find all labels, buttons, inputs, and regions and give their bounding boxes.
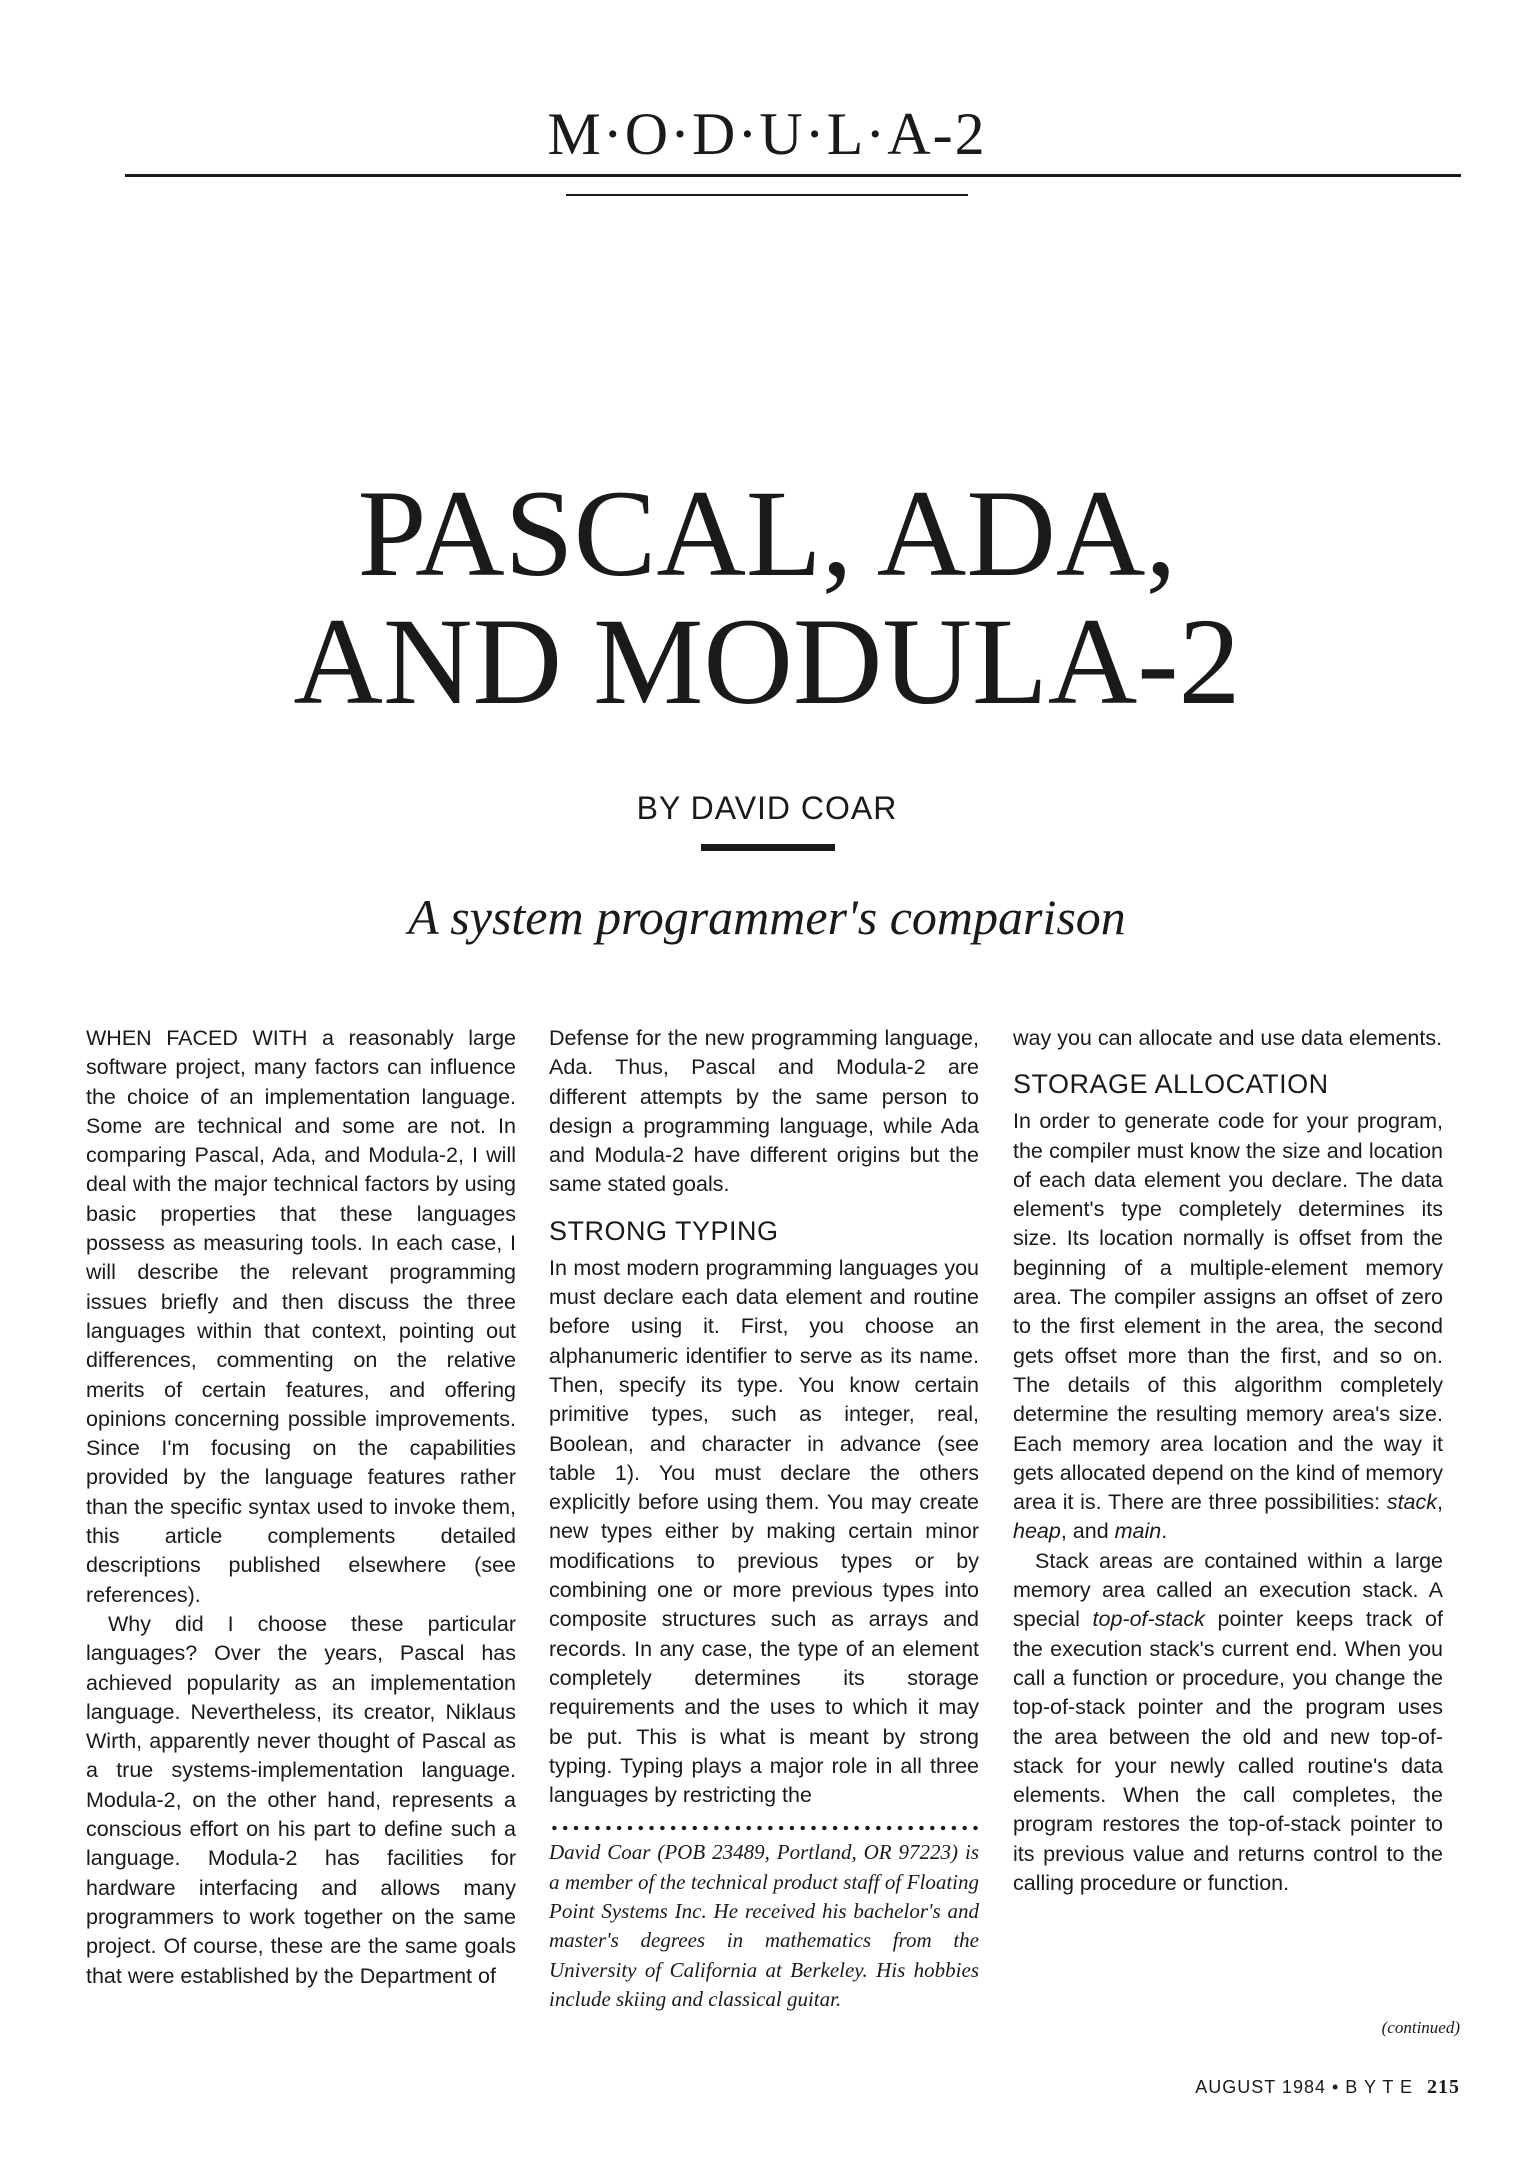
col1-paragraph-1: WHEN FACED WITH a reasonably large software project, many factors can influence the choice of an implementation language. Some are technical and some are not. In comparing Pascal, Ada, and Modula-2, I will deal with the major technical factors by using basic properties that these languages possess as measuring tools. In each case, I will describe the relevant programming issues briefly and then discuss the three languages within that context, pointing out differences, commenting on the relative merits of certain features, and offering opinions concerning possible improvements. Since I'm focusing on the capabilities provided by the language features rather than the specific syntax used to invoke them, this article complements detailed descriptions published elsewhere (see references). — [86, 1026, 516, 1607]
sep-2: , and — [1060, 1519, 1115, 1544]
term-heap: heap — [1013, 1519, 1061, 1544]
col3-p3-a: Stack areas are contained within a large memory area called an execution stack. A special — [1013, 1548, 1443, 1632]
end-dot: . — [1161, 1519, 1168, 1544]
page-footer — [1000, 2076, 1460, 2099]
author-bio: David Coar (POB 23489, Portland, OR 97223) is a member of the technical product staff of Floating Point Systems Inc. He received his bachelor's and master's degrees in mathematics from the University of California at Berkeley. His hobbies include skiing and classical guitar. — [549, 1840, 979, 2011]
term-top-of-stack: top-of-stack — [1092, 1607, 1205, 1632]
byline: BY DAVID COAR — [636, 790, 898, 826]
header-subrule — [566, 194, 968, 196]
issue-info: AUGUST 1984 • B Y T E — [1195, 2077, 1413, 2097]
col3-p3-b: pointer keeps track of the execution stack's current end. When you call a function or procedure, you change the top-of-stack pointer and the program uses the area between the old and new top-of-stack for your newly called routine's data elements. When the call completes, the program restores the top-of-stack pointer to its previous value and returns control to the calling procedure or function. — [1013, 1607, 1443, 1896]
col3-paragraph-1: way you can allocate and use data elements. — [1013, 1026, 1443, 1050]
page-number: 215 — [1427, 2076, 1460, 2098]
section-heading-strong-typing: STRONG TYPING — [549, 1215, 779, 1246]
term-main: main — [1114, 1519, 1162, 1544]
col2-paragraph-2: In most modern programming languages you must declare each data element and routine before using it. First, you choose an alphanumeric identifier to serve as its name. Then, specify its type. You know certain primitive types, such as integer, real, Boolean, and character in advance (see table 1). You must declare the others explicitly before using them. You may create new types either by making certain minor modifications to previous types or by combining one or more previous types into composite structures such as arrays and records. In any case, the type of an element completely determines its storage requirements and the uses to which it may be put. This is what is meant by strong typing. Typing plays a major role in all three languages by restricting the — [549, 1255, 979, 1808]
column-3 — [1013, 1024, 1443, 1898]
running-head: M·O·D·U·L·A-2 — [547, 101, 987, 167]
article-subtitle: A system programmer's comparison — [408, 889, 1126, 945]
byline-bar — [701, 844, 835, 851]
col3-paragraph-3 — [1013, 1547, 1443, 1899]
term-stack: stack — [1386, 1490, 1438, 1515]
column-1 — [86, 1024, 516, 1991]
col1-paragraph-2: Why did I choose these particular languages? Over the years, Pascal has achieved popularity as an implementation language. Nevertheless, its creator, Niklaus Wirth, apparently never thought of Pascal as a true systems-implementation language. Modula-2, on the other hand, represents a conscious effort on his part to define such a language. Modula-2 has facilities for hardware interfacing and allows many programmers to work together on the same project. Of course, these are the same goals that were established by the Department of — [86, 1611, 516, 1988]
col3-paragraph-2 — [1013, 1107, 1443, 1546]
section-heading-storage-allocation: STORAGE ALLOCATION — [1013, 1069, 1329, 1100]
header-rule — [125, 174, 1461, 177]
col2-paragraph-1: Defense for the new programming language, Ada. Thus, Pascal and Modula-2 are different attempts by the same person to design a programming language, while Ada and Modula-2 have different origins but the same stated goals. — [549, 1026, 979, 1197]
column-2 — [549, 1024, 979, 2014]
col3-p2-text: In order to generate code for your program, the compiler must know the size and location of each data element you declare. The data element's type completely determines its size. Its location normally is offset from the beginning of a multiple-element memory area. The compiler assigns an offset of zero to the first element in the area, the second gets offset more than the first, and so on. The details of this algorithm completely determine the resulting memory area's size. Each memory area location and the way it gets allocated depend on the kind of memory area it is. There are three possibilities: — [1013, 1109, 1443, 1515]
title-line-2: AND MODULA-2 — [293, 593, 1241, 730]
article-title — [0, 465, 1534, 730]
dotted-separator — [549, 1824, 979, 1832]
title-line-1: PASCAL, ADA, — [357, 465, 1177, 602]
sep-1: , — [1437, 1490, 1443, 1515]
continued-note: (continued) — [1381, 2018, 1460, 2037]
